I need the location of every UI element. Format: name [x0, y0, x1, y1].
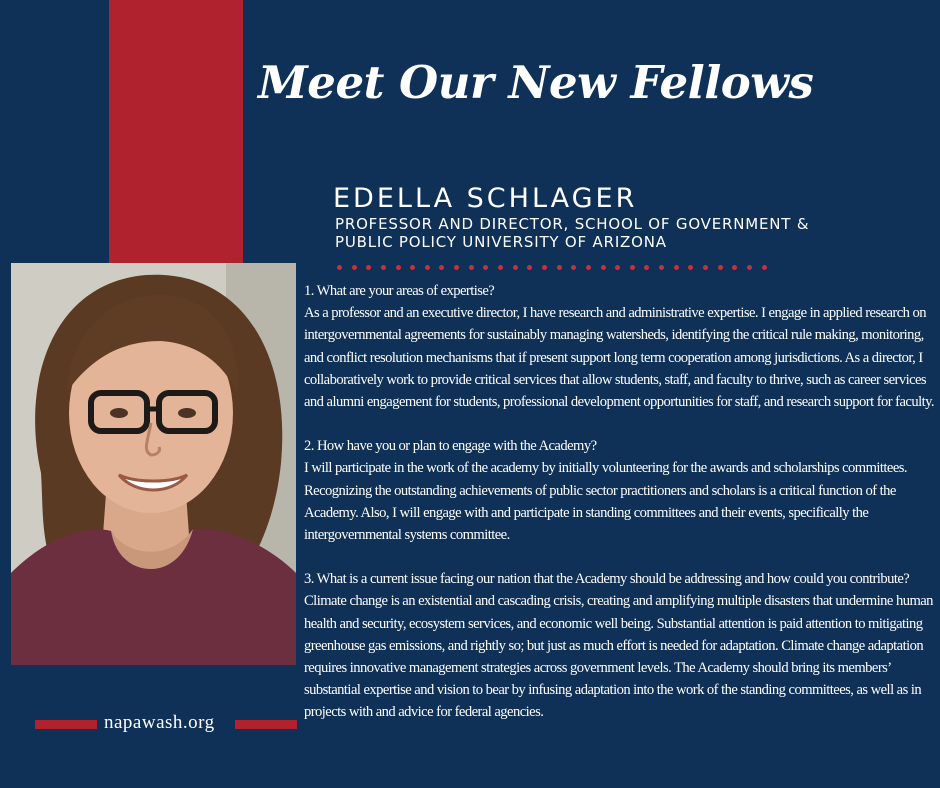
dotted-divider — [337, 265, 767, 271]
divider-dot — [352, 265, 357, 270]
qa-answer: I will participate in the work of the academy by initially volunteering for the awards and scholarships committees. Recognizing the outstanding achievements of public sector practitioners and scholars is a critical function of the Academy. Also, I will engage with and participate in standing committees and their events, specifically the intergovernmental systems committee. — [304, 460, 908, 544]
divider-dot — [630, 265, 635, 270]
divider-dot — [703, 265, 708, 270]
divider-dot — [396, 265, 401, 270]
divider-dot — [718, 265, 723, 270]
qa-answer: As a professor and an executive director, I have research and administrative expertise. I engage in applied research on intergovernmental agreements for sustainably managing watersheds, identifying the critical rule making, monitoring, and conflict resolution mechanisms that if present support long term cooperation among jurisdictions. As a director, I collaboratively work to provide critical services that allow students, staff, and faculty to thrive, such as career services and alumni engagement for students, professional development opportunities for staff, and research support for faculty. — [304, 305, 934, 411]
qa-item — [304, 435, 938, 546]
divider-dot — [410, 265, 415, 270]
divider-dot — [542, 265, 547, 270]
headline: Meet Our New Fellows — [258, 56, 814, 109]
divider-dot — [557, 265, 562, 270]
divider-dot — [615, 265, 620, 270]
divider-dot — [366, 265, 371, 270]
divider-dot — [469, 265, 474, 270]
divider-dot — [381, 265, 386, 270]
fellow-portrait — [11, 263, 296, 665]
divider-dot — [571, 265, 576, 270]
qa-section — [304, 280, 938, 724]
divider-dot — [425, 265, 430, 270]
divider-dot — [644, 265, 649, 270]
divider-dot — [513, 265, 518, 270]
divider-dot — [747, 265, 752, 270]
divider-dot — [527, 265, 532, 270]
divider-dot — [674, 265, 679, 270]
footer-rule-right — [235, 720, 297, 729]
qa-answer: Climate change is an existential and cascading crisis, creating and amplifying multiple disasters that undermine human health and security, ecosystem services, and economic well being. Substantial attention is paid attention to mitigating greenhouse gas emissions, and rightly so; but just as much effort is needed for adaptation. Climate change adaptation requires innovative management strategies across government levels. The Academy should bring its members’ substantial expertise and vision to bear by infusing adaptation into the work of the standing committees, as well as in projects with and advice for federal agencies. — [304, 593, 933, 721]
divider-dot — [439, 265, 444, 270]
qa-item — [304, 568, 938, 723]
site-url[interactable]: napawash.org — [104, 712, 215, 733]
red-accent-bar — [109, 0, 243, 264]
divider-dot — [601, 265, 606, 270]
divider-dot — [586, 265, 591, 270]
qa-question: 1. What are your areas of expertise? — [304, 283, 495, 299]
divider-dot — [732, 265, 737, 270]
fellow-name: EDELLA SCHLAGER — [333, 183, 638, 214]
divider-dot — [688, 265, 693, 270]
qa-question: 3. What is a current issue facing our nation that the Academy should be addressing and how could you contribute? — [304, 571, 910, 588]
qa-question: 2. How have you or plan to engage with the Academy? — [304, 438, 597, 455]
divider-dot — [498, 265, 503, 270]
divider-dot — [454, 265, 459, 270]
divider-dot — [337, 265, 342, 270]
divider-dot — [483, 265, 488, 270]
fellow-title: PROFESSOR AND DIRECTOR, SCHOOL OF GOVERNMENT & PUBLIC POLICY UNIVERSITY OF ARIZONA — [335, 215, 810, 251]
footer-rule-left — [35, 720, 97, 729]
qa-item — [304, 280, 938, 413]
divider-dot — [659, 265, 664, 270]
divider-dot — [762, 265, 767, 270]
